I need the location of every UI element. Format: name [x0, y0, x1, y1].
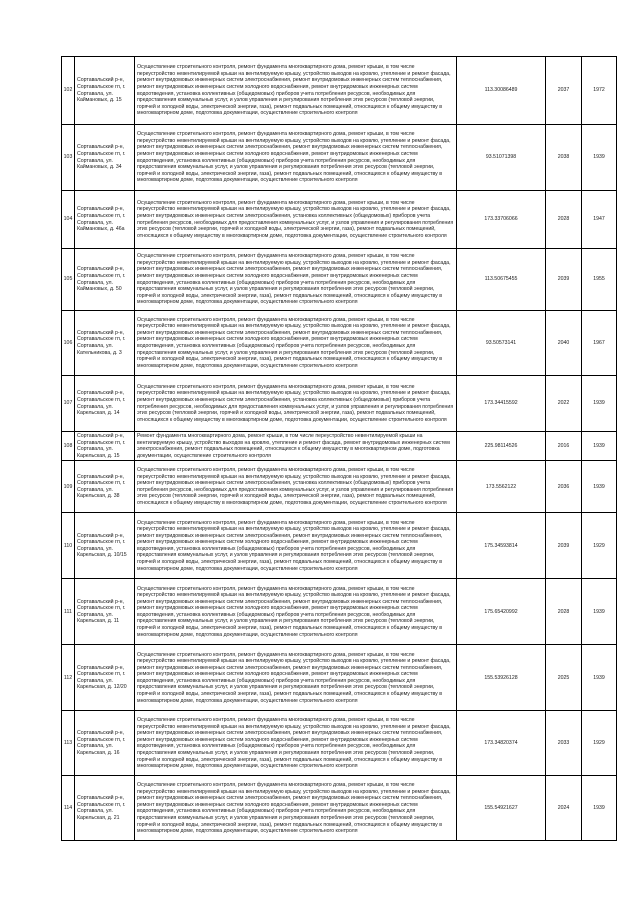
plan-year-cell: 2016: [546, 432, 582, 461]
plan-year-cell: 2040: [546, 311, 582, 376]
table-row: [62, 125, 617, 191]
row-number: 112: [62, 645, 75, 711]
address-cell: Сортавальский р-н, Сортавальское гп, г. Сортавала, ул. Каймановых, д. 34: [75, 125, 135, 191]
works-cell: Осуществление строительного контроля, ремонт фундамента многоквартирного дома, ремонт крыши, в том числе переустройство невентилируемой крыши на вентилируемую крышу, устройство выходов на кровлю, утепление и ремонт фасада, ремонт внутридомовых инженерных систем электроснабжения, ремонт внутридомовых инженерных систем теплоснабжения, ремонт внутридомовых инженерных систем холодного водоснабжения, ремонт внутридомовых инженерных систем водоотведения, установка коллективных (общедомовых) приборов учета потребления ресурсов, необходимых для предоставления коммунальных услуг, и узлов управления и регулирования потребления этих ресурсов (тепловой энергии, горячей и холодной воды, электрической энергии, газа), ремонт подвальных помещений, относящихся к общему имуществу в многоквартирном доме, подготовка документации, осуществление строительного контроля: [135, 645, 457, 711]
table-row: [62, 57, 617, 125]
row-number: 105: [62, 249, 75, 311]
table-row: [62, 461, 617, 513]
plan-year-cell: 2025: [546, 645, 582, 711]
row-number: 110: [62, 513, 75, 579]
built-year-cell: 1972: [582, 57, 617, 125]
table-row: [62, 311, 617, 376]
address-cell: Сортавальский р-н, Сортавальское гп, г. Сортавала, ул. Карельская, д. 16: [75, 711, 135, 776]
works-cell: Осуществление строительного контроля, ремонт фундамента многоквартирного дома, ремонт крыши, в том числе переустройство невентилируемой крыши на вентилируемую крышу, устройство выходов на кровлю, утепление и ремонт фасада, ремонт внутридомовых инженерных систем электроснабжения, установка коллективных (общедомовых) приборов учета потребления ресурсов, необходимых для предоставления коммунальных услуг, и узлов управления и регулирования потребления этих ресурсов (тепловой энергии, горячей и холодной воды, электрической энергии, газа), ремонт подвальных помещений, относящихся к общему имуществу в многоквартирном доме, подготовка документации, осуществление строительного контроля: [135, 191, 457, 249]
row-number: 111: [62, 579, 75, 645]
address-cell: Сортавальский р-н, Сортавальское гп, г. Сортавала, ул. Карельская, д. 11: [75, 579, 135, 645]
row-number: 108: [62, 432, 75, 461]
repair-program-table: [61, 56, 617, 841]
works-cell: Осуществление строительного контроля, ремонт фундамента многоквартирного дома, ремонт крыши, в том числе переустройство невентилируемой крыши на вентилируемую крышу, устройство выходов на кровлю, утепление и ремонт фасада, ремонт внутридомовых инженерных систем электроснабжения, установка коллективных (общедомовых) приборов учета потребления ресурсов, необходимых для предоставления коммунальных услуг, и узлов управления и регулирования потребления этих ресурсов (тепловой энергии, горячей и холодной воды, электрической энергии, газа), ремонт подвальных помещений, относящихся к общему имуществу в многоквартирном доме, подготовка документации, осуществление строительного контроля: [135, 461, 457, 513]
built-year-cell: 1939: [582, 125, 617, 191]
area-cell: 175.34593814: [457, 513, 546, 579]
works-cell: Ремонт фундамента многоквартирного дома, ремонт крыши, в том числе переустройство невентилируемой крыши на вентилируемую крышу, устройство выходов на кровлю, утепление и ремонт фасада, ремонт внутридомовых инженерных систем электроснабжения, ремонт подвальных помещений, относящихся к общему имуществу в многоквартирном доме, подготовка документации, осуществление строительного контроля: [135, 432, 457, 461]
plan-year-cell: 2038: [546, 125, 582, 191]
table-row: [62, 711, 617, 776]
works-cell: Осуществление строительного контроля, ремонт фундамента многоквартирного дома, ремонт крыши, в том числе переустройство невентилируемой крыши на вентилируемую крышу, устройство выходов на кровлю, утепление и ремонт фасада, ремонт внутридомовых инженерных систем электроснабжения, ремонт внутридомовых инженерных систем теплоснабжения, ремонт внутридомовых инженерных систем холодного водоснабжения, ремонт внутридомовых инженерных систем водоотведения, установка коллективных (общедомовых) приборов учета потребления ресурсов, необходимых для предоставления коммунальных услуг, и узлов управления и регулирования потребления этих ресурсов (тепловой энергии, горячей и холодной воды, электрической энергии, газа), ремонт подвальных помещений, относящихся к общему имуществу в многоквартирном доме, подготовка документации, осуществление строительного контроля: [135, 125, 457, 191]
built-year-cell: 1955: [582, 249, 617, 311]
works-cell: Осуществление строительного контроля, ремонт фундамента многоквартирного дома, ремонт крыши, в том числе переустройство невентилируемой крыши на вентилируемую крышу, устройство выходов на кровлю, утепление и ремонт фасада, ремонт внутридомовых инженерных систем электроснабжения, установка коллективных (общедомовых) приборов учета потребления ресурсов, необходимых для предоставления коммунальных услуг, и узлов управления и регулирования потребления этих ресурсов (тепловой энергии, горячей и холодной воды, электрической энергии, газа), ремонт подвальных помещений, относящихся к общему имуществу в многоквартирном доме, подготовка документации, осуществление строительного контроля: [135, 376, 457, 432]
built-year-cell: 1967: [582, 311, 617, 376]
address-cell: Сортавальский р-н, Сортавальское гп, г. Сортавала, ул. Карельская, д. 12/20: [75, 645, 135, 711]
table-row: [62, 776, 617, 841]
works-cell: Осуществление строительного контроля, ремонт фундамента многоквартирного дома, ремонт крыши, в том числе переустройство невентилируемой крыши на вентилируемую крышу, устройство выходов на кровлю, утепление и ремонт фасада, ремонт внутридомовых инженерных систем электроснабжения, ремонт внутридомовых инженерных систем теплоснабжения, ремонт внутридомовых инженерных систем холодного водоснабжения, ремонт внутридомовых инженерных систем водоотведения, установка коллективных (общедомовых) приборов учета потребления ресурсов, необходимых для предоставления коммунальных услуг, и узлов управления и регулирования потребления этих ресурсов (тепловой энергии, горячей и холодной воды, электрической энергии, газа), ремонт подвальных помещений, относящихся к общему имуществу в многоквартирном доме, подготовка документации, осуществление строительного контроля: [135, 311, 457, 376]
built-year-cell: 1939: [582, 645, 617, 711]
area-cell: 113.50675455: [457, 249, 546, 311]
table-row: [62, 191, 617, 249]
row-number: 104: [62, 191, 75, 249]
address-cell: Сортавальский р-н, Сортавальское гп, г. Сортавала, ул. Кательникова, д. 3: [75, 311, 135, 376]
area-cell: 113.30086489: [457, 57, 546, 125]
area-cell: 155.54921627: [457, 776, 546, 841]
area-cell: 225.98114526: [457, 432, 546, 461]
address-cell: Сортавальский р-н, Сортавальское гп, г. Сортавала, ул. Карельская, д. 21: [75, 776, 135, 841]
table-row: [62, 513, 617, 579]
area-cell: 173.34820374: [457, 711, 546, 776]
table-row: [62, 579, 617, 645]
address-cell: Сортавальский р-н, Сортавальское гп, г. Сортавала, ул. Каймановых, д. 46а: [75, 191, 135, 249]
built-year-cell: 1929: [582, 711, 617, 776]
plan-year-cell: 2039: [546, 249, 582, 311]
address-cell: Сортавальский р-н, Сортавальское гп, г. Сортавала, ул. Каймановых, д. 50: [75, 249, 135, 311]
built-year-cell: 1939: [582, 376, 617, 432]
plan-year-cell: 2033: [546, 711, 582, 776]
row-number: 109: [62, 461, 75, 513]
works-cell: Осуществление строительного контроля, ремонт фундамента многоквартирного дома, ремонт крыши, в том числе переустройство невентилируемой крыши на вентилируемую крышу, устройство выходов на кровлю, утепление и ремонт фасада, ремонт внутридомовых инженерных систем электроснабжения, ремонт внутридомовых инженерных систем теплоснабжения, ремонт внутридомовых инженерных систем холодного водоснабжения, ремонт внутридомовых инженерных систем водоотведения, установка коллективных (общедомовых) приборов учета потребления ресурсов, необходимых для предоставления коммунальных услуг, и узлов управления и регулирования потребления этих ресурсов (тепловой энергии, горячей и холодной воды, электрической энергии, газа), ремонт подвальных помещений, относящихся к общему имуществу в многоквартирном доме, подготовка документации, осуществление строительного контроля: [135, 249, 457, 311]
works-cell: Осуществление строительного контроля, ремонт фундамента многоквартирного дома, ремонт крыши, в том числе переустройство невентилируемой крыши на вентилируемую крышу, устройство выходов на кровлю, утепление и ремонт фасада, ремонт внутридомовых инженерных систем электроснабжения, ремонт внутридомовых инженерных систем теплоснабжения, ремонт внутридомовых инженерных систем холодного водоснабжения, ремонт внутридомовых инженерных систем водоотведения, установка коллективных (общедомовых) приборов учета потребления ресурсов, необходимых для предоставления коммунальных услуг, и узлов управления и регулирования потребления этих ресурсов (тепловой энергии, горячей и холодной воды, электрической энергии, газа), ремонт подвальных помещений, относящихся к общему имуществу в многоквартирном доме, подготовка документации, осуществление строительного контроля: [135, 776, 457, 841]
address-cell: Сортавальский р-н, Сортавальское гп, г. Сортавала, ул. Карельская, д. 14: [75, 376, 135, 432]
area-cell: 173.5562122: [457, 461, 546, 513]
built-year-cell: 1929: [582, 513, 617, 579]
address-cell: Сортавальский р-н, Сортавальское гп, г. Сортавала, ул. Карельская, д. 38: [75, 461, 135, 513]
works-cell: Осуществление строительного контроля, ремонт фундамента многоквартирного дома, ремонт крыши, в том числе переустройство невентилируемой крыши на вентилируемую крышу, устройство выходов на кровлю, утепление и ремонт фасада, ремонт внутридомовых инженерных систем электроснабжения, ремонт внутридомовых инженерных систем теплоснабжения, ремонт внутридомовых инженерных систем холодного водоснабжения, ремонт внутридомовых инженерных систем водоотведения, установка коллективных (общедомовых) приборов учета потребления ресурсов, необходимых для предоставления коммунальных услуг, и узлов управления и регулирования потребления этих ресурсов (тепловой энергии, горячей и холодной воды, электрической энергии, газа), ремонт подвальных помещений, относящихся к общему имуществу в многоквартирном доме, подготовка документации, осуществление строительного контроля: [135, 513, 457, 579]
row-number: 113: [62, 711, 75, 776]
plan-year-cell: 2037: [546, 57, 582, 125]
area-cell: 93.51071398: [457, 125, 546, 191]
table-row: [62, 376, 617, 432]
built-year-cell: 1939: [582, 579, 617, 645]
row-number: 106: [62, 311, 75, 376]
built-year-cell: 1947: [582, 191, 617, 249]
plan-year-cell: 2039: [546, 513, 582, 579]
plan-year-cell: 2036: [546, 461, 582, 513]
works-cell: Осуществление строительного контроля, ремонт фундамента многоквартирного дома, ремонт крыши, в том числе переустройство невентилируемой крыши на вентилируемую крышу, устройство выходов на кровлю, утепление и ремонт фасада, ремонт внутридомовых инженерных систем электроснабжения, ремонт внутридомовых инженерных систем теплоснабжения, ремонт внутридомовых инженерных систем холодного водоснабжения, ремонт внутридомовых инженерных систем водоотведения, установка коллективных (общедомовых) приборов учета потребления ресурсов, необходимых для предоставления коммунальных услуг, и узлов управления и регулирования потребления этих ресурсов (тепловой энергии, горячей и холодной воды, электрической энергии, газа), ремонт подвальных помещений, относящихся к общему имуществу в многоквартирном доме, подготовка документации, осуществление строительного контроля: [135, 711, 457, 776]
works-cell: Осуществление строительного контроля, ремонт фундамента многоквартирного дома, ремонт крыши, в том числе переустройство невентилируемой крыши на вентилируемую крышу, устройство выходов на кровлю, утепление и ремонт фасада, ремонт внутридомовых инженерных систем электроснабжения, ремонт внутридомовых инженерных систем теплоснабжения, ремонт внутридомовых инженерных систем холодного водоснабжения, ремонт внутридомовых инженерных систем водоотведения, установка коллективных (общедомовых) приборов учета потребления ресурсов, необходимых для предоставления коммунальных услуг, и узлов управления и регулирования потребления этих ресурсов (тепловой энергии, горячей и холодной воды, электрической энергии, газа), ремонт подвальных помещений, относящихся к общему имуществу в многоквартирном доме, подготовка документации, осуществление строительного контроля: [135, 57, 457, 125]
row-number: 103: [62, 125, 75, 191]
row-number: 102: [62, 57, 75, 125]
address-cell: Сортавальский р-н, Сортавальское гп, г. Сортавала, ул. Каймановых, д. 15: [75, 57, 135, 125]
plan-year-cell: 2028: [546, 191, 582, 249]
area-cell: 173.33706066: [457, 191, 546, 249]
row-number: 107: [62, 376, 75, 432]
table-row: [62, 432, 617, 461]
row-number: 114: [62, 776, 75, 841]
built-year-cell: 1939: [582, 776, 617, 841]
works-cell: Осуществление строительного контроля, ремонт фундамента многоквартирного дома, ремонт крыши, в том числе переустройство невентилируемой крыши на вентилируемую крышу, устройство выходов на кровлю, утепление и ремонт фасада, ремонт внутридомовых инженерных систем электроснабжения, ремонт внутридомовых инженерных систем теплоснабжения, ремонт внутридомовых инженерных систем холодного водоснабжения, ремонт внутридомовых инженерных систем водоотведения, установка коллективных (общедомовых) приборов учета потребления ресурсов, необходимых для предоставления коммунальных услуг, и узлов управления и регулирования потребления этих ресурсов (тепловой энергии, горячей и холодной воды, электрической энергии, газа), ремонт подвальных помещений, относящихся к общему имуществу в многоквартирном доме, подготовка документации, осуществление строительного контроля: [135, 579, 457, 645]
built-year-cell: 1939: [582, 461, 617, 513]
table-body: [62, 57, 617, 841]
built-year-cell: 1939: [582, 432, 617, 461]
area-cell: 175.65420992: [457, 579, 546, 645]
address-cell: Сортавальский р-н, Сортавальское гп, г. Сортавала, ул. Карельская, д. 10/15: [75, 513, 135, 579]
table-row: [62, 249, 617, 311]
plan-year-cell: 2022: [546, 376, 582, 432]
area-cell: 93.50573141: [457, 311, 546, 376]
plan-year-cell: 2024: [546, 776, 582, 841]
table-row: [62, 645, 617, 711]
area-cell: 155.53926128: [457, 645, 546, 711]
plan-year-cell: 2028: [546, 579, 582, 645]
address-cell: Сортавальский р-н, Сортавальское гп, г. Сортавала, ул. Карельская, д. 15: [75, 432, 135, 461]
area-cell: 173.34415592: [457, 376, 546, 432]
